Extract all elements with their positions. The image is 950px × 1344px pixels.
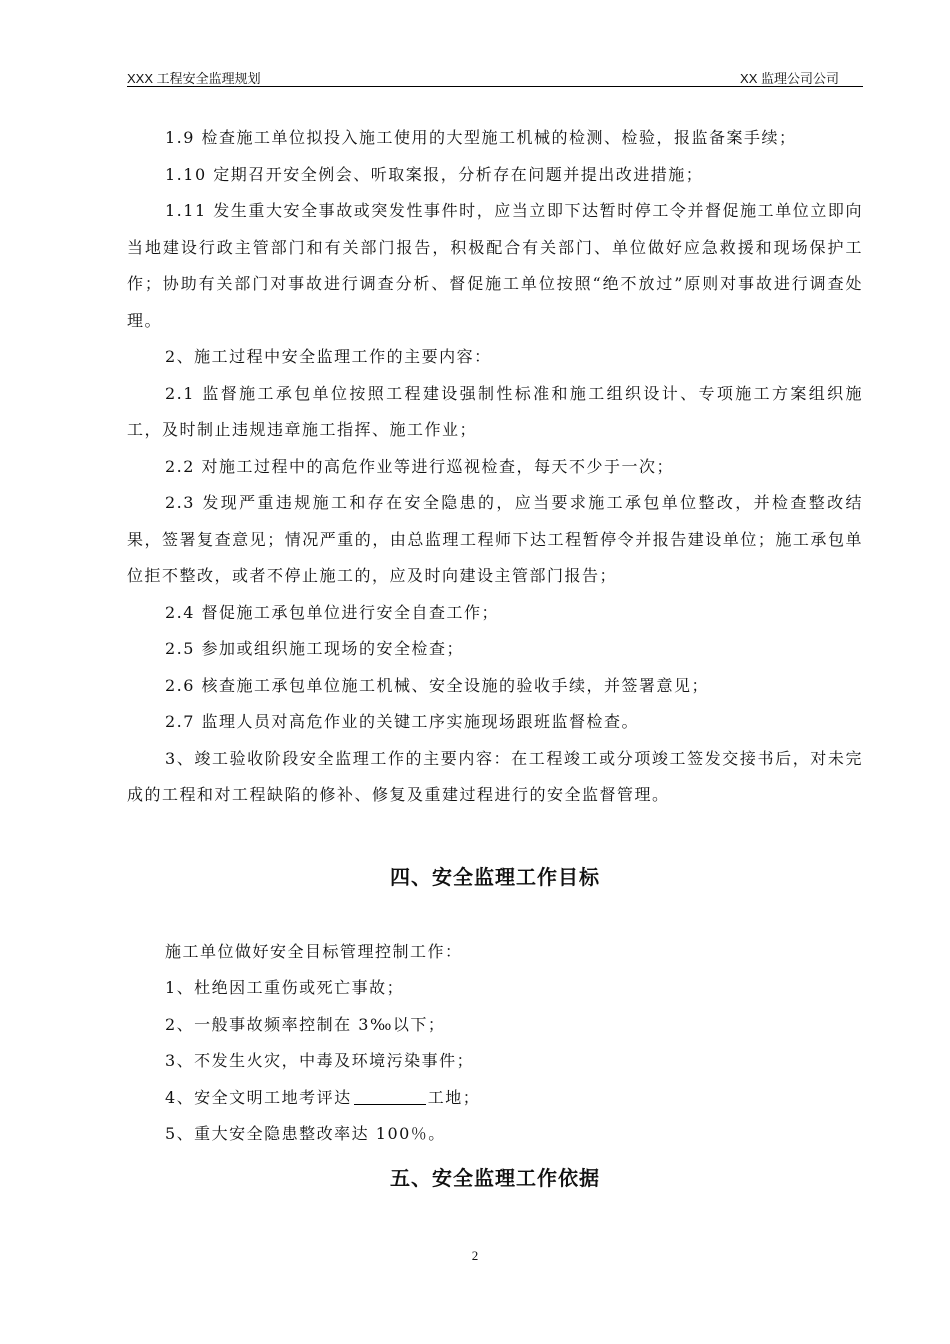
goal-item-2: 2、一般事故频率控制在 3‰以下；	[165, 1014, 446, 1034]
page-content	[127, 120, 863, 1203]
section-gap	[127, 906, 863, 934]
section-5-title: 五、安全监理工作依据	[390, 1165, 600, 1190]
page-number: 2	[471, 1248, 479, 1263]
paragraph-1-11: 1.11 发生重大安全事故或突发性事件时，应当立即下达暂时停工令并督促施工单位立即向当地建设行政主管部门和有关部门报告，积极配合有关部门、单位做好应急救援和现场保护工作；协助有关部门对事故进行调查分析、督促施工单位按照“绝不放过”原则对事故进行调查处理。	[127, 201, 863, 330]
paragraph-2-7: 2.7 监理人员对高危作业的关键工序实施现场跟班监督检查。	[165, 712, 640, 731]
section-4-intro: 施工单位做好安全目标管理控制工作：	[165, 941, 463, 961]
paragraph-2-1: 2.1 监督施工承包单位按照工程建设强制性标准和施工组织设计、专项施工方案组织施工，及时制止违规违章施工指挥、施工作业；	[127, 383, 863, 439]
header-company-name: XX 监理公司公司	[740, 71, 839, 86]
goal-item-3: 3、不发生火灾，中毒及环境污染事件；	[165, 1051, 475, 1070]
section-4-title: 四、安全监理工作目标	[390, 864, 600, 889]
goal-item-5: 5、重大安全隐患整改率达 100％。	[165, 1124, 446, 1143]
paragraph-3: 3、竣工验收阶段安全监理工作的主要内容：在工程竣工或分项竣工签发交接书后，对未完成的工程和对工程缺陷的修补、修复及重建过程进行的安全监督管理。	[127, 748, 863, 804]
paragraph-2-4: 2.4 督促施工承包单位进行安全自查工作；	[165, 602, 500, 622]
paragraph-2-3: 2.3 发现严重违规施工和存在安全隐患的，应当要求施工承包单位整改，并检查整改结果，签署复查意见；情况严重的，由总监理工程师下达工程暂停令并报告建设单位；施工承包单位拒不整改，或者不停止施工的，应及时向建设主管部门报告；	[127, 493, 863, 585]
fill-in-blank	[354, 1088, 426, 1105]
paragraph-2-heading: 2、施工过程中安全监理工作的主要内容：	[165, 347, 492, 366]
paragraph-2-5: 2.5 参加或组织施工现场的安全检查；	[165, 639, 465, 658]
goal-item-4	[127, 1080, 863, 1117]
paragraph-1-9: 1.9 检查施工单位拟投入施工使用的大型施工机械的检测、检验，报监备案手续；	[165, 128, 797, 147]
paragraph-2-6: 2.6 核查施工承包单位施工机械、安全设施的验收手续，并签署意见；	[165, 675, 710, 695]
goal-item-4-before: 4、安全文明工地考评达	[165, 1087, 352, 1107]
goal-item-4-after: 工地；	[427, 1087, 481, 1107]
header-document-title: XXX 工程安全监理规划	[127, 71, 261, 86]
page-header	[127, 66, 863, 87]
paragraph-2-2: 2.2 对施工过程中的高危作业等进行巡视检查，每天不少于一次；	[165, 456, 675, 476]
paragraph-1-10: 1.10 定期召开安全例会、听取案报，分析存在问题并提出改进措施；	[165, 164, 704, 184]
goal-item-1: 1、杜绝因工重伤或死亡事故；	[165, 978, 405, 997]
